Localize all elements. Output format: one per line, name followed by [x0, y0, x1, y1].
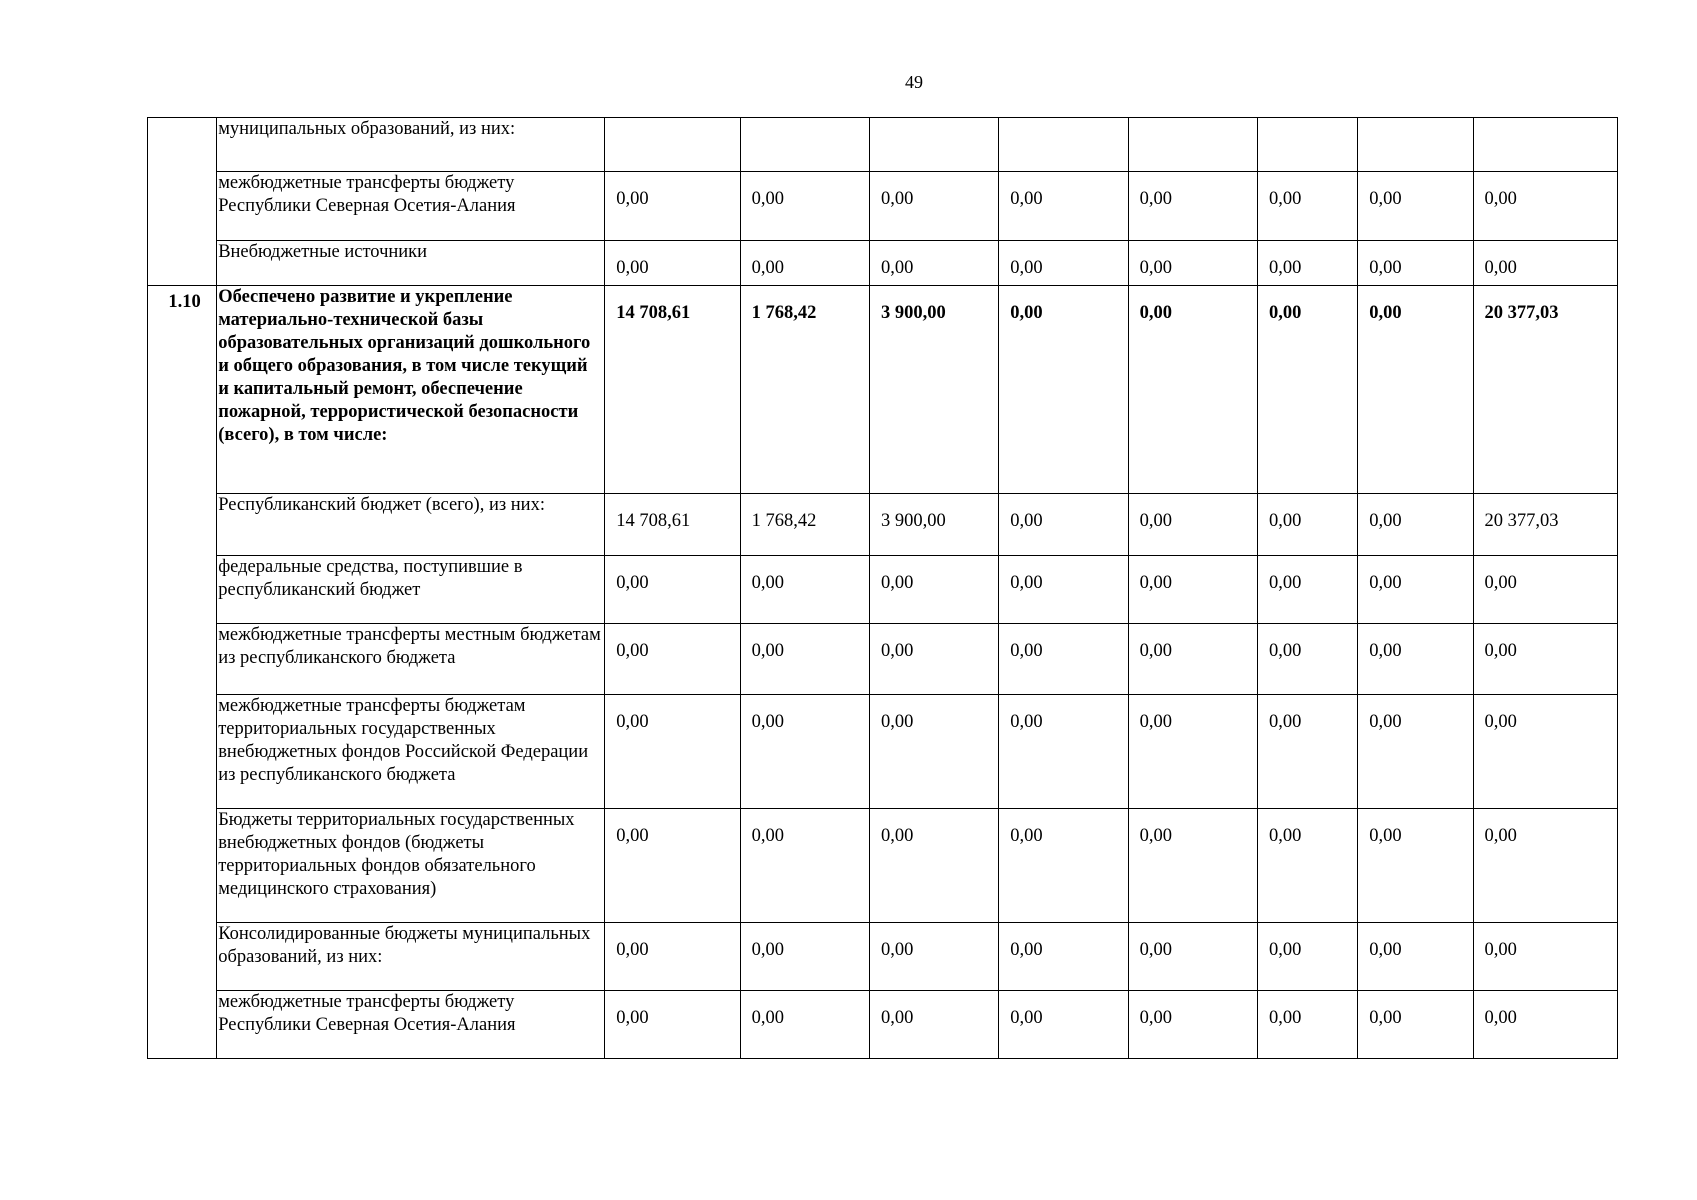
value-cell: 0,00 [1358, 695, 1473, 809]
value-cell: 0,00 [1128, 624, 1257, 695]
value-cell: 20 377,03 [1473, 286, 1617, 494]
value-cell: 0,00 [1128, 695, 1257, 809]
row-name-cell: Обеспечено развитие и укрепление материально-технической базы образовательных организаций дошкольного и общего образования, в том числе текущий и капитальный ремонт, обеспечение пожарной, террористической безопасности (всего), в том числе: [217, 286, 605, 494]
value-cell: 0,00 [869, 172, 998, 241]
table-row [148, 923, 1618, 991]
value-cell: 20 377,03 [1473, 494, 1617, 556]
value-cell [1128, 118, 1257, 172]
value-cell: 0,00 [605, 991, 740, 1059]
value-cell: 0,00 [1257, 241, 1357, 286]
value-cell: 0,00 [999, 695, 1128, 809]
value-cell: 0,00 [1473, 991, 1617, 1059]
value-cell: 0,00 [1358, 809, 1473, 923]
value-cell: 0,00 [1257, 172, 1357, 241]
value-cell: 0,00 [740, 624, 869, 695]
row-number-cell: 1.10 [148, 286, 217, 1059]
value-cell: 0,00 [740, 172, 869, 241]
value-cell [999, 118, 1128, 172]
value-cell: 0,00 [1128, 991, 1257, 1059]
value-cell [605, 118, 740, 172]
value-cell: 0,00 [999, 286, 1128, 494]
table-body [148, 118, 1618, 1059]
value-cell: 0,00 [999, 991, 1128, 1059]
value-cell: 0,00 [1473, 695, 1617, 809]
table-row [148, 624, 1618, 695]
value-cell: 0,00 [605, 695, 740, 809]
value-cell: 0,00 [999, 556, 1128, 624]
value-cell: 0,00 [605, 624, 740, 695]
table-row [148, 172, 1618, 241]
value-cell: 0,00 [1128, 923, 1257, 991]
value-cell: 0,00 [869, 241, 998, 286]
value-cell: 0,00 [605, 923, 740, 991]
row-number-cell [148, 118, 217, 286]
row-name-cell: муниципальных образований, из них: [217, 118, 605, 172]
value-cell [1473, 118, 1617, 172]
value-cell [740, 118, 869, 172]
value-cell: 0,00 [1473, 556, 1617, 624]
value-cell: 0,00 [605, 809, 740, 923]
table-row [148, 286, 1618, 494]
value-cell [869, 118, 998, 172]
row-name-cell: Консолидированные бюджеты муниципальных образований, из них: [217, 923, 605, 991]
value-cell: 0,00 [1358, 556, 1473, 624]
value-cell: 14 708,61 [605, 494, 740, 556]
value-cell: 0,00 [999, 241, 1128, 286]
value-cell: 0,00 [1128, 494, 1257, 556]
budget-table [147, 117, 1618, 1059]
table-row [148, 556, 1618, 624]
value-cell: 0,00 [1257, 624, 1357, 695]
value-cell: 0,00 [605, 556, 740, 624]
row-name-cell: федеральные средства, поступившие в республиканский бюджет [217, 556, 605, 624]
value-cell: 0,00 [740, 991, 869, 1059]
table-row [148, 695, 1618, 809]
value-cell: 0,00 [999, 923, 1128, 991]
value-cell [1358, 118, 1473, 172]
value-cell: 1 768,42 [740, 286, 869, 494]
value-cell: 0,00 [869, 556, 998, 624]
value-cell: 0,00 [1128, 241, 1257, 286]
value-cell: 0,00 [1257, 556, 1357, 624]
value-cell: 0,00 [1473, 241, 1617, 286]
value-cell: 0,00 [1358, 286, 1473, 494]
value-cell: 0,00 [1128, 172, 1257, 241]
value-cell: 0,00 [869, 809, 998, 923]
value-cell: 0,00 [1257, 923, 1357, 991]
value-cell: 3 900,00 [869, 286, 998, 494]
value-cell: 0,00 [999, 809, 1128, 923]
value-cell: 0,00 [1473, 624, 1617, 695]
value-cell: 0,00 [999, 494, 1128, 556]
value-cell: 3 900,00 [869, 494, 998, 556]
value-cell: 0,00 [1358, 494, 1473, 556]
value-cell: 0,00 [1257, 809, 1357, 923]
value-cell: 0,00 [1128, 809, 1257, 923]
value-cell: 0,00 [1358, 241, 1473, 286]
value-cell [1257, 118, 1357, 172]
value-cell: 14 708,61 [605, 286, 740, 494]
table-row [148, 494, 1618, 556]
value-cell: 0,00 [1257, 286, 1357, 494]
value-cell: 0,00 [740, 695, 869, 809]
table-row [148, 241, 1618, 286]
row-name-cell: межбюджетные трансферты бюджетам территориальных государственных внебюджетных фондов Российской Федерации из республиканского бюджета [217, 695, 605, 809]
row-name-cell: Бюджеты территориальных государственных внебюджетных фондов (бюджеты территориальных фондов обязательного медицинского страхования) [217, 809, 605, 923]
value-cell: 0,00 [1257, 991, 1357, 1059]
value-cell: 0,00 [1257, 695, 1357, 809]
row-name-cell: Республиканский бюджет (всего), из них: [217, 494, 605, 556]
value-cell: 0,00 [605, 172, 740, 241]
value-cell: 0,00 [869, 695, 998, 809]
value-cell: 1 768,42 [740, 494, 869, 556]
value-cell: 0,00 [1128, 286, 1257, 494]
value-cell: 0,00 [740, 809, 869, 923]
table-row [148, 991, 1618, 1059]
value-cell: 0,00 [740, 556, 869, 624]
value-cell: 0,00 [1257, 494, 1357, 556]
value-cell: 0,00 [999, 172, 1128, 241]
value-cell: 0,00 [740, 241, 869, 286]
value-cell: 0,00 [1473, 809, 1617, 923]
value-cell: 0,00 [1358, 923, 1473, 991]
row-name-cell: межбюджетные трансферты бюджету Республики Северная Осетия-Алания [217, 991, 605, 1059]
table-row [148, 809, 1618, 923]
value-cell: 0,00 [1128, 556, 1257, 624]
value-cell: 0,00 [1358, 991, 1473, 1059]
value-cell: 0,00 [869, 991, 998, 1059]
value-cell: 0,00 [869, 624, 998, 695]
value-cell: 0,00 [1473, 172, 1617, 241]
value-cell: 0,00 [1473, 923, 1617, 991]
table-row [148, 118, 1618, 172]
row-name-cell: Внебюджетные источники [217, 241, 605, 286]
value-cell: 0,00 [605, 241, 740, 286]
row-name-cell: межбюджетные трансферты местным бюджетам из республиканского бюджета [217, 624, 605, 695]
value-cell: 0,00 [869, 923, 998, 991]
value-cell: 0,00 [1358, 624, 1473, 695]
page-number: 49 [905, 72, 923, 92]
value-cell: 0,00 [999, 624, 1128, 695]
value-cell: 0,00 [740, 923, 869, 991]
value-cell: 0,00 [1358, 172, 1473, 241]
row-name-cell: межбюджетные трансферты бюджету Республики Северная Осетия-Алания [217, 172, 605, 241]
